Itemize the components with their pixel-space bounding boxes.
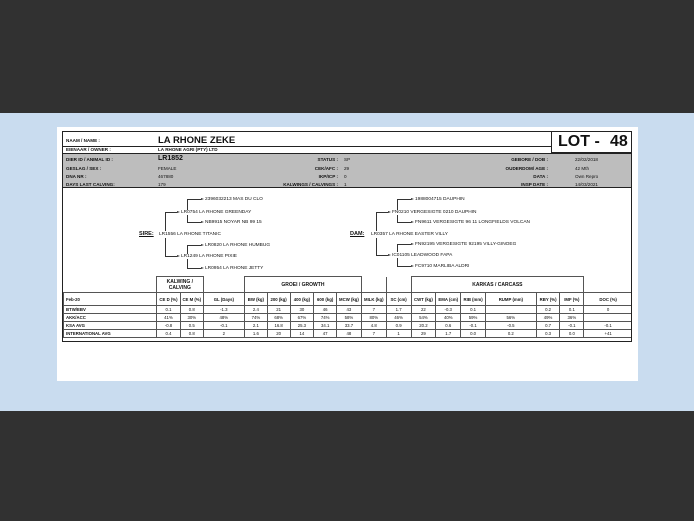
age-value: 42 Mth: [575, 166, 590, 171]
arrow-icon: [177, 255, 180, 257]
trait-cell: 0.1: [461, 306, 486, 314]
trait-cell: -0.1: [461, 322, 486, 330]
group-spacer: [64, 277, 157, 293]
trait-cell: 74%: [245, 314, 268, 322]
sire-sire-name: LR0754 LA RHONE GREENDAY: [181, 210, 252, 215]
group-spacer: [203, 277, 244, 293]
trait-row: [64, 322, 633, 330]
dd-line-up: [397, 244, 398, 252]
gender-label: GESLAG / SEX :: [66, 166, 102, 171]
sd-line-a: [187, 245, 201, 246]
trait-cell: [486, 306, 537, 314]
trait-cell: -0.3: [436, 306, 461, 314]
ss-line-up: [187, 199, 188, 210]
sire-label: SIRE:: [139, 231, 154, 237]
name-divider: [63, 146, 551, 147]
trait-row: [64, 330, 633, 338]
group-spacer: [584, 277, 632, 293]
trait-cell: 48: [337, 330, 362, 338]
trait-row-label: AKK/ACC: [64, 314, 157, 322]
arrow-icon: [388, 254, 391, 256]
trait-cell: 21: [267, 306, 290, 314]
arrow-icon: [177, 211, 180, 213]
arrow-icon: [388, 211, 391, 213]
trait-cell: 7: [361, 330, 386, 338]
sire-line-b: [165, 256, 177, 257]
trait-cell: 0.2: [536, 306, 560, 314]
trait-cell: -0.1: [560, 322, 584, 330]
col-header: Feb-20: [64, 293, 157, 306]
arrow-icon: [201, 221, 204, 223]
col-header: SC (cm): [386, 293, 411, 306]
cek-label: CEK/AFC :: [314, 166, 338, 171]
data-value: Own Repro: [575, 174, 599, 179]
sire-dam-name: LR1249 LA RHONE PIXIE: [181, 254, 237, 259]
trait-cell: 7: [361, 306, 386, 314]
dam-sire-name: FN0210 VERGESIGTE 0210 DAUPHIN: [392, 210, 477, 215]
lot-box: [551, 132, 632, 153]
trait-cell: 20: [267, 330, 290, 338]
trait-cell: -1.3: [203, 306, 244, 314]
dd-line-b: [397, 266, 411, 267]
col-header: RIB (mm): [461, 293, 486, 306]
trait-cell: 80%: [361, 314, 386, 322]
dam-dam-sire-name: FN92195 VERGESIGTE 92195 VILLY-GINOEG: [415, 242, 517, 247]
ss-line-b: [187, 222, 201, 223]
group-spacer: [361, 277, 386, 293]
trait-cell: 49%: [536, 314, 560, 322]
col-header: IMF (%): [560, 293, 584, 306]
status-value: SP: [344, 157, 351, 162]
trait-cell: 30%: [180, 314, 203, 322]
sire-line-up: [165, 212, 166, 231]
trait-cell: 0.2: [486, 330, 537, 338]
arrow-icon: [411, 265, 414, 267]
trait-cell: 56%: [486, 314, 537, 322]
trait-cell: 25.3: [290, 322, 314, 330]
col-header: CE M (%): [180, 293, 203, 306]
ds-line-b: [397, 222, 411, 223]
calvings-value: 1: [344, 182, 347, 187]
col-header: MILK (kg): [361, 293, 386, 306]
trait-cell: 16.8: [267, 322, 290, 330]
dob-value: 22/02/2018: [575, 157, 598, 162]
info-band: [63, 153, 632, 188]
trait-cell: [584, 314, 632, 322]
trait-cell: -0.5: [486, 322, 537, 330]
sd-line-up: [187, 245, 188, 254]
trait-cell: 29: [411, 330, 436, 338]
trait-cell: 0.4: [157, 330, 181, 338]
trait-header-row: [64, 293, 633, 306]
trait-cell: 47: [314, 330, 337, 338]
arrow-icon: [411, 221, 414, 223]
dam-line-down: [376, 238, 377, 255]
dam-sire-dam-name: FN9611 VERGESIGTE 96 11 LONGFIELDS VOLCAN: [415, 220, 530, 225]
trait-cell: 36%: [560, 314, 584, 322]
trait-cell: 30: [290, 306, 314, 314]
trait-cell: 68%: [267, 314, 290, 322]
trait-cell: 54%: [411, 314, 436, 322]
dam-line-b: [376, 255, 388, 256]
animal-id-value: LR1852: [158, 155, 183, 162]
dam-name: LR0357 LA RHONE EASTER VILLY: [371, 232, 448, 237]
sire-name: LR1556 LA RHONE TITANIC: [159, 232, 221, 237]
trait-row-label: INTERNATIONAL AVG: [64, 330, 157, 338]
trait-cell: 0.8: [180, 306, 203, 314]
days-calving-value: 179: [158, 182, 166, 187]
lot-label: LOT -: [558, 133, 600, 150]
trait-cell: 1.7: [386, 306, 411, 314]
arrow-icon: [201, 267, 204, 269]
status-label: STATUS :: [317, 157, 338, 162]
sheet-frame: [62, 131, 632, 342]
trait-cell: 1.6: [245, 330, 268, 338]
trait-body: [64, 306, 633, 338]
col-header: 400 (kg): [290, 293, 314, 306]
group-carcass: KARKAS / CARCASS: [411, 277, 584, 293]
trait-cell: -0.1: [203, 322, 244, 330]
traits-table: [63, 276, 632, 338]
ss-line-a: [187, 199, 201, 200]
trait-cell: 2.1: [245, 322, 268, 330]
dob-label: GEBORE / DOB :: [511, 157, 548, 162]
animal-id-label: DIER ID / ANIMAL ID :: [66, 157, 113, 162]
owner-value: LA RHONE AGRI (PTY) LTD: [158, 147, 218, 152]
insp-date-label: INSP DATE :: [521, 182, 548, 187]
trait-cell: 0.0: [560, 330, 584, 338]
trait-cell: 46%: [386, 314, 411, 322]
trait-cell: 0.5: [180, 322, 203, 330]
gender-value: FEMALE: [158, 166, 177, 171]
trait-cell: 0.3: [536, 330, 560, 338]
animal-sheet: [57, 127, 638, 381]
col-header: RUMP (mm): [486, 293, 537, 306]
dam-dam-dam-name: FC9710 MARLIBA ALDRI: [415, 264, 470, 269]
col-header: RBY (%): [536, 293, 560, 306]
dd-line-a: [397, 244, 411, 245]
ikp-value: 0: [344, 174, 347, 179]
trait-cell: 0: [584, 306, 632, 314]
trait-cell: 58%: [337, 314, 362, 322]
sire-sire-dam-name: NB9915 NOYAR NB 99 15: [205, 220, 262, 225]
dam-label: DAM:: [350, 231, 365, 237]
ss-line-down: [187, 215, 188, 222]
group-calving: KALWING / CALVING: [157, 277, 204, 293]
trait-cell: 2: [203, 330, 244, 338]
trait-cell: 0.0: [461, 330, 486, 338]
trait-row-label: BTW/EBV: [64, 306, 157, 314]
arrow-icon: [411, 243, 414, 245]
calvings-label: KALWINGS / CALVINGS :: [283, 182, 338, 187]
trait-cell: 14: [290, 330, 314, 338]
age-label: OUDERDOM/ AGE :: [505, 166, 548, 171]
days-calving-label: DAYS LAST CALVING:: [66, 182, 115, 187]
trait-row-label: KSA AVG: [64, 322, 157, 330]
ikp-label: IKP/ICP :: [318, 174, 338, 179]
trait-cell: 67%: [290, 314, 314, 322]
trait-cell: 0.1: [157, 306, 181, 314]
trait-cell: 20.2: [411, 322, 436, 330]
group-growth: GROEI / GROWTH: [245, 277, 362, 293]
trait-row: [64, 314, 633, 322]
animal-name: LA RHONE ZEKE: [158, 135, 236, 146]
trait-cell: 40%: [436, 314, 461, 322]
trait-cell: 1.7: [436, 330, 461, 338]
dna-value: 467880: [158, 174, 174, 179]
trait-cell: 59%: [461, 314, 486, 322]
trait-cell: 22: [411, 306, 436, 314]
trait-cell: 0.1: [560, 306, 584, 314]
ds-line-up: [397, 199, 398, 210]
col-header: GL (Days): [203, 293, 244, 306]
trait-cell: -0.1: [584, 322, 632, 330]
ds-line-down: [397, 215, 398, 222]
group-spacer: [386, 277, 411, 293]
dna-label: DNA NR :: [66, 174, 87, 179]
sd-line-down: [187, 259, 188, 268]
col-header: CWT (kg): [411, 293, 436, 306]
dam-sire-sire-name: 1988004715 DAUPHIN: [415, 197, 465, 202]
arrow-icon: [201, 244, 204, 246]
owner-label: EIENAAR / OWNER :: [66, 147, 111, 152]
trait-row: [64, 306, 633, 314]
cek-value: 29: [344, 166, 350, 171]
name-label: NAAM / NAME :: [66, 138, 100, 143]
sire-dam-dam-name: LR0954 LA RHONE JETTY: [205, 266, 264, 271]
col-header: DOC (%): [584, 293, 632, 306]
col-header: 200 (kg): [267, 293, 290, 306]
trait-cell: 74%: [314, 314, 337, 322]
trait-cell: 34.1: [314, 322, 337, 330]
trait-cell: -0.8: [157, 322, 181, 330]
col-header: 600 (kg): [314, 293, 337, 306]
trait-cell: 46: [314, 306, 337, 314]
col-header: BW (kg): [245, 293, 268, 306]
trait-cell: 0.6: [436, 322, 461, 330]
trait-cell: 33.7: [337, 322, 362, 330]
sire-dam-sire-name: LR0820 LA RHONE HUMBUG: [205, 243, 271, 248]
trait-cell: 2.4: [245, 306, 268, 314]
trait-cell: 0.7: [536, 322, 560, 330]
arrow-icon: [201, 198, 204, 200]
dam-line-a: [376, 212, 388, 213]
trait-cell: 0.8: [180, 330, 203, 338]
dam-dam-name: IC01105 LEADWOOD FAPA: [392, 253, 453, 258]
trait-cell: +41: [584, 330, 632, 338]
trait-group-row: [64, 277, 633, 293]
data-label: DATA :: [533, 174, 548, 179]
trait-cell: 48%: [203, 314, 244, 322]
sire-line-a: [165, 212, 177, 213]
trait-cell: 4.8: [361, 322, 386, 330]
dam-line-up: [376, 212, 377, 231]
sire-line-down: [165, 238, 166, 256]
lot-number: 48: [610, 133, 628, 150]
col-header: MCW (kg): [337, 293, 362, 306]
dd-line-down: [397, 258, 398, 266]
trait-cell: 0.9: [386, 322, 411, 330]
insp-date-value: 14/03/2021: [575, 182, 598, 187]
trait-cell: 43: [337, 306, 362, 314]
trait-cell: 1: [386, 330, 411, 338]
ds-line-a: [397, 199, 411, 200]
trait-cell: 41%: [157, 314, 181, 322]
sd-line-b: [187, 268, 201, 269]
col-header: CE D (%): [157, 293, 181, 306]
arrow-icon: [411, 198, 414, 200]
sire-sire-sire-name: 2396032213 MAS DU CLO: [205, 197, 263, 202]
col-header: EMA (cm): [436, 293, 461, 306]
